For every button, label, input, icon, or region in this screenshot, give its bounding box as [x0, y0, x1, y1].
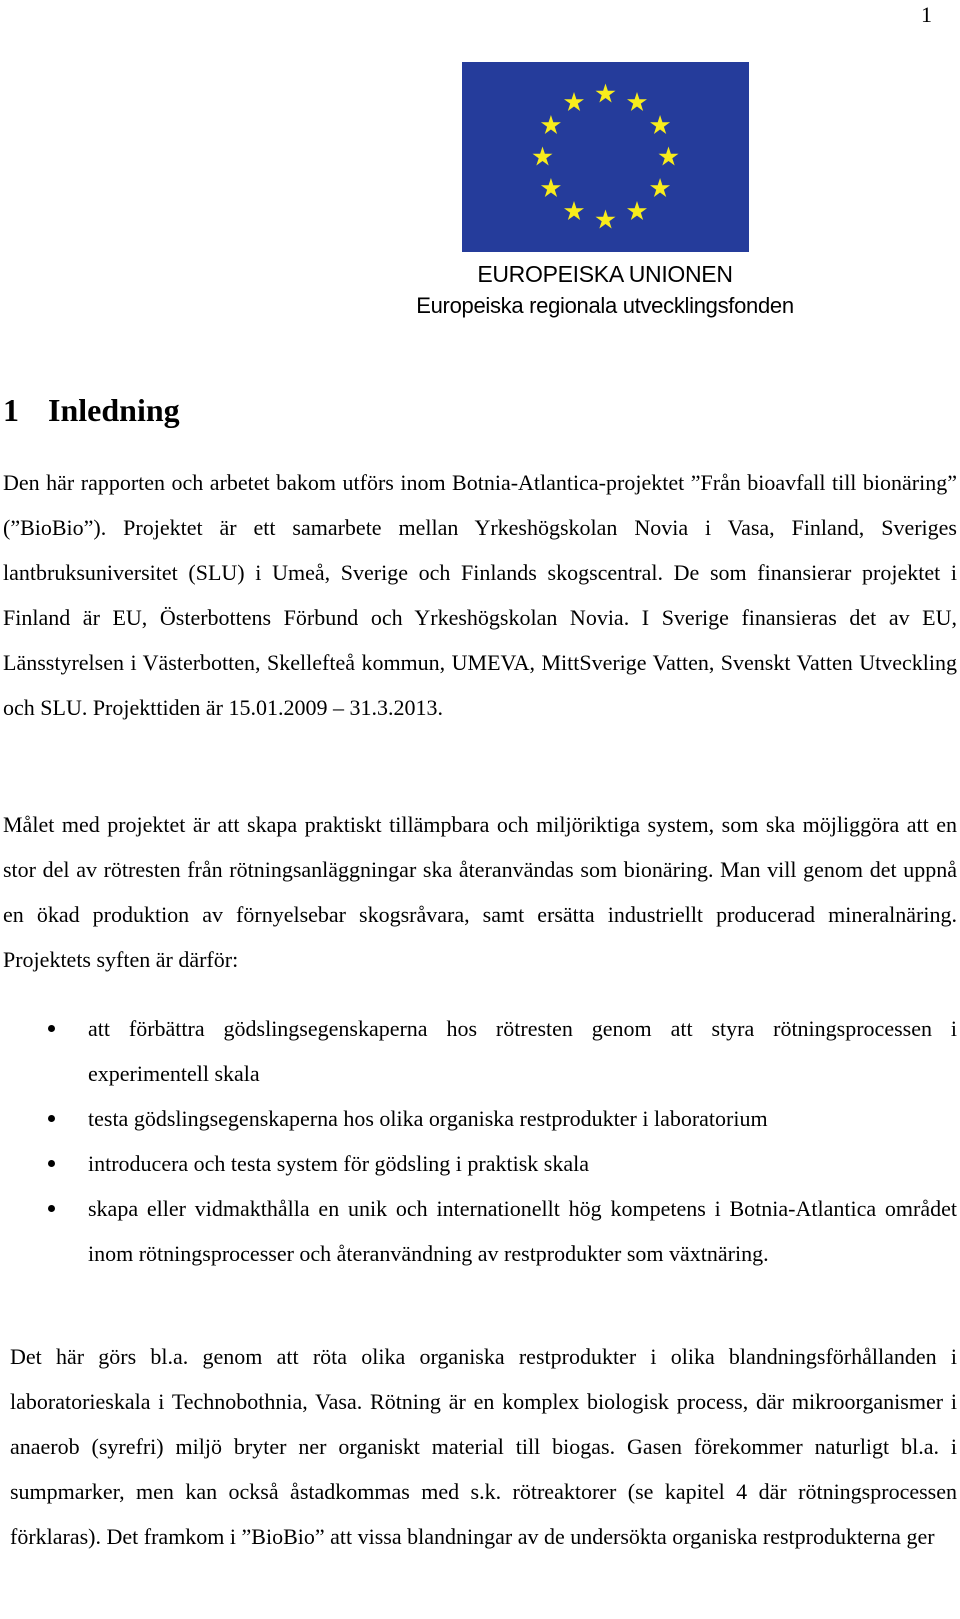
logo-subtitle: Europeiska regionala utvecklingsfonden: [416, 293, 794, 318]
aim-text: introducera och testa system för gödsling i praktisk skala: [88, 1151, 589, 1176]
aim-text: testa gödslingsegenskaperna hos olika organiska restprodukter i laboratorium: [88, 1106, 768, 1131]
aims-list: [0, 1006, 957, 1276]
section-heading: [3, 392, 180, 429]
eu-flag-icon: [462, 62, 749, 252]
list-item: [0, 1096, 957, 1141]
section-title: Inledning: [48, 392, 180, 428]
logo-title: EUROPEISKA UNIONEN: [477, 261, 733, 287]
section-number: 1: [3, 392, 19, 428]
list-item: [0, 1141, 957, 1186]
bullet-icon: [48, 1115, 55, 1122]
aim-text: skapa eller vidmakthålla en unik och internationellt hög kompetens i Botnia-Atlantica området inom rötningsprocesser och återanvändning av restprodukter som växtnäring.: [88, 1196, 957, 1266]
eu-flag-logo: [462, 62, 749, 252]
intro-paragraph: Den här rapporten och arbetet bakom utförs inom Botnia-Atlantica-projektet ”Från bioavfall till bionäring” (”BioBio”). Projektet är ett samarbete mellan Yrkeshögskolan Novia i Vasa, Finland, Sveriges lantbruksuniversitet (SLU) i Umeå, Sverige och Finlands skogscentral. De som finansierar projektet i Finland är EU, Österbottens Förbund och Yrkeshögskolan Novia. I Sverige finansieras det av EU, Länsstyrelsen i Västerbotten, Skellefteå kommun, UMEVA, MittSverige Vatten, Svenskt Vatten Utveckling och SLU. Projekttiden är 15.01.2009 – 31.3.2013.: [3, 470, 957, 720]
aim-text: att förbättra gödslingsegenskaperna hos rötresten genom att styra rötningsprocessen i experimentell skala: [88, 1016, 957, 1086]
bullet-icon: [48, 1160, 55, 1167]
list-item: [0, 1186, 957, 1276]
goal-paragraph: Målet med projektet är att skapa praktiskt tillämpbara och miljöriktiga system, som ska möjliggöra att en stor del av rötresten från rötningsanläggningar ska återanvändas som bionäring. Man vill genom det uppnå en ökad produktion av förnyelsebar skogsråvara, samt ersätta industriellt producerad mineralnäring. Projektets syften är därför:: [3, 812, 957, 972]
page-number: 1: [921, 2, 932, 27]
method-paragraph: Det här görs bl.a. genom att röta olika organiska restprodukter i olika blandningsförhållanden i laboratorieskala i Technobothnia, Vasa. Rötning är en komplex biologisk process, där mikroorganismer i anaerob (syrefri) miljö bryter ner organiskt material till biogas. Gasen förekommer naturligt bl.a. i sumpmarker, men kan också åstadkommas med s.k. rötreaktorer (se kapitel 4 där rötningsprocessen förklaras). Det framkom i ”BioBio” att vissa blandningar av de undersökta organiska restprodukterna ger: [10, 1344, 957, 1549]
list-item: [0, 1006, 957, 1096]
bullet-icon: [48, 1025, 55, 1032]
bullet-icon: [48, 1205, 55, 1212]
